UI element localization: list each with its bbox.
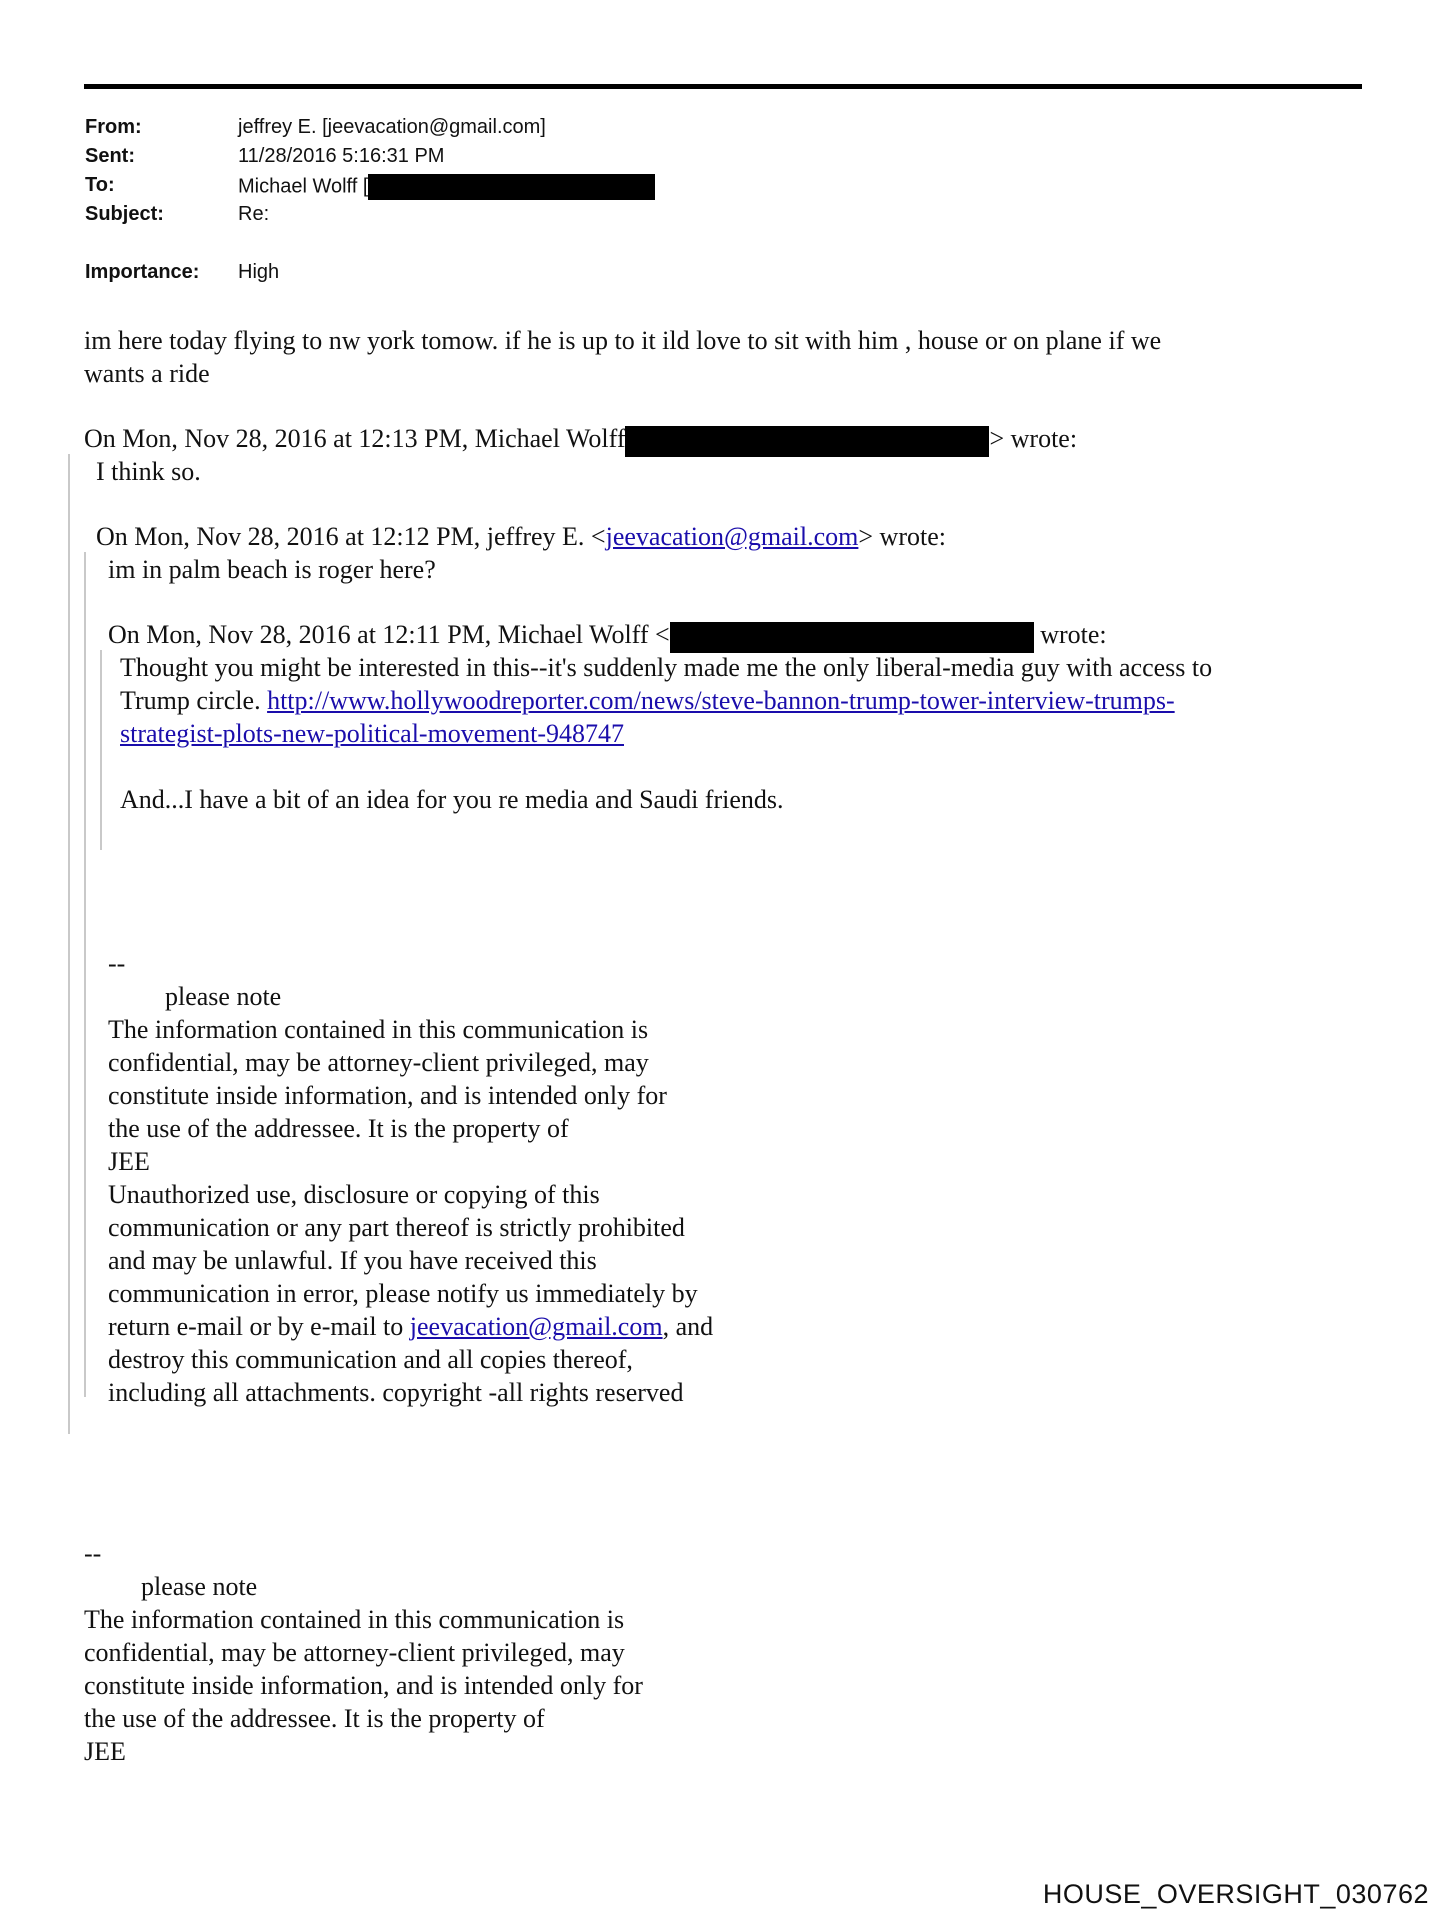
quote2-attrib-suffix: > wrote:	[858, 522, 946, 551]
inner-sig-line: and may be unlawful. If you have received this	[108, 1246, 597, 1275]
outer-sig-line: constitute inside information, and is intended only for	[84, 1671, 643, 1700]
redaction-box	[368, 174, 655, 200]
body-line-2: wants a ride	[84, 359, 210, 388]
inner-sig-line: The information contained in this communication is	[108, 1015, 649, 1044]
subject-value: Re:	[238, 203, 270, 225]
inner-sig-dashes: --	[108, 949, 126, 978]
quote2-attrib-prefix: On Mon, Nov 28, 2016 at 12:12 PM, jeffrey E. <	[96, 522, 606, 551]
to-value-wrap	[238, 174, 655, 200]
outer-sig-line: The information contained in this communication is	[84, 1605, 625, 1634]
inner-sig-email-link[interactable]: jeevacation@gmail.com	[409, 1312, 663, 1341]
quote3-bar	[100, 650, 102, 850]
quote3-line-2b	[120, 717, 624, 750]
inner-sig-line: JEE	[108, 1147, 150, 1176]
inner-sig-l10-suffix: , and	[662, 1312, 714, 1341]
quote1-attrib-prefix: On Mon, Nov 28, 2016 at 12:13 PM, Michael Wolff	[84, 424, 626, 453]
inner-sig-line: Unauthorized use, disclosure or copying of this	[108, 1180, 600, 1209]
outer-sig-line: confidential, may be attorney-client privileged, may	[84, 1638, 625, 1667]
inner-sig-line: communication or any part thereof is strictly prohibited	[108, 1213, 685, 1242]
inner-sig-line	[108, 1310, 713, 1343]
from-label: From:	[85, 116, 142, 138]
outer-sig-dashes: --	[84, 1539, 102, 1568]
quote3-line-2	[120, 684, 1175, 717]
quote2-text: im in palm beach is roger here?	[108, 555, 436, 584]
quote3-attrib-prefix: On Mon, Nov 28, 2016 at 12:11 PM, Michael Wolff <	[108, 620, 670, 649]
redaction-box	[625, 426, 989, 457]
importance-value: High	[238, 261, 280, 283]
quote2-attribution	[96, 520, 946, 553]
quote1-bar	[68, 454, 70, 1434]
outer-sig-line: the use of the addressee. It is the property of	[84, 1704, 545, 1733]
to-label: To:	[85, 174, 115, 196]
hollywoodreporter-link-continued[interactable]: strategist-plots-new-political-movement-948747	[120, 719, 624, 748]
quote3-line-3: And...I have a bit of an idea for you re media and Saudi friends.	[120, 785, 784, 814]
inner-sig-line: communication in error, please notify us immediately by	[108, 1279, 698, 1308]
quote3-line-2-prefix: Trump circle.	[120, 686, 268, 715]
inner-sig-note: please note	[165, 982, 282, 1011]
hollywoodreporter-link[interactable]: http://www.hollywoodreporter.com/news/steve-bannon-trump-tower-interview-trumps-	[267, 686, 1175, 715]
quote1-attribution	[84, 422, 1077, 457]
inner-sig-line: including all attachments. copyright -all rights reserved	[108, 1378, 684, 1407]
quote2-email-link[interactable]: jeevacation@gmail.com	[605, 522, 859, 551]
body-line-1: im here today flying to nw york tomow. if he is up to it ild love to sit with him , house or on plane if we	[84, 326, 1162, 355]
redaction-box	[670, 622, 1034, 653]
quote3-attribution	[108, 618, 1107, 653]
from-value: jeffrey E. [jeevacation@gmail.com]	[238, 116, 546, 138]
subject-label: Subject:	[85, 203, 164, 225]
inner-sig-line: confidential, may be attorney-client privileged, may	[108, 1048, 649, 1077]
quote1-attrib-suffix: > wrote:	[989, 424, 1078, 453]
quote2-bar	[84, 552, 86, 1397]
importance-label: Importance:	[85, 261, 200, 283]
inner-sig-line: constitute inside information, and is intended only for	[108, 1081, 667, 1110]
quote3-line-1: Thought you might be interested in this--it's suddenly made me the only liberal-media guy with access to	[120, 653, 1213, 682]
bates-number: HOUSE_OVERSIGHT_030762	[1042, 1879, 1429, 1909]
sent-value: 11/28/2016 5:16:31 PM	[238, 145, 445, 167]
top-rule	[84, 84, 1362, 89]
quote1-text: I think so.	[96, 457, 201, 486]
to-value: Michael Wolff [	[238, 175, 369, 198]
inner-sig-line: destroy this communication and all copies thereof,	[108, 1345, 633, 1374]
outer-sig-note: please note	[141, 1572, 258, 1601]
outer-sig-line: JEE	[84, 1737, 126, 1766]
inner-sig-line: the use of the addressee. It is the property of	[108, 1114, 569, 1143]
sent-label: Sent:	[85, 145, 135, 167]
inner-sig-l10-prefix: return e-mail or by e-mail to	[108, 1312, 410, 1341]
quote3-attrib-suffix: wrote:	[1033, 620, 1107, 649]
